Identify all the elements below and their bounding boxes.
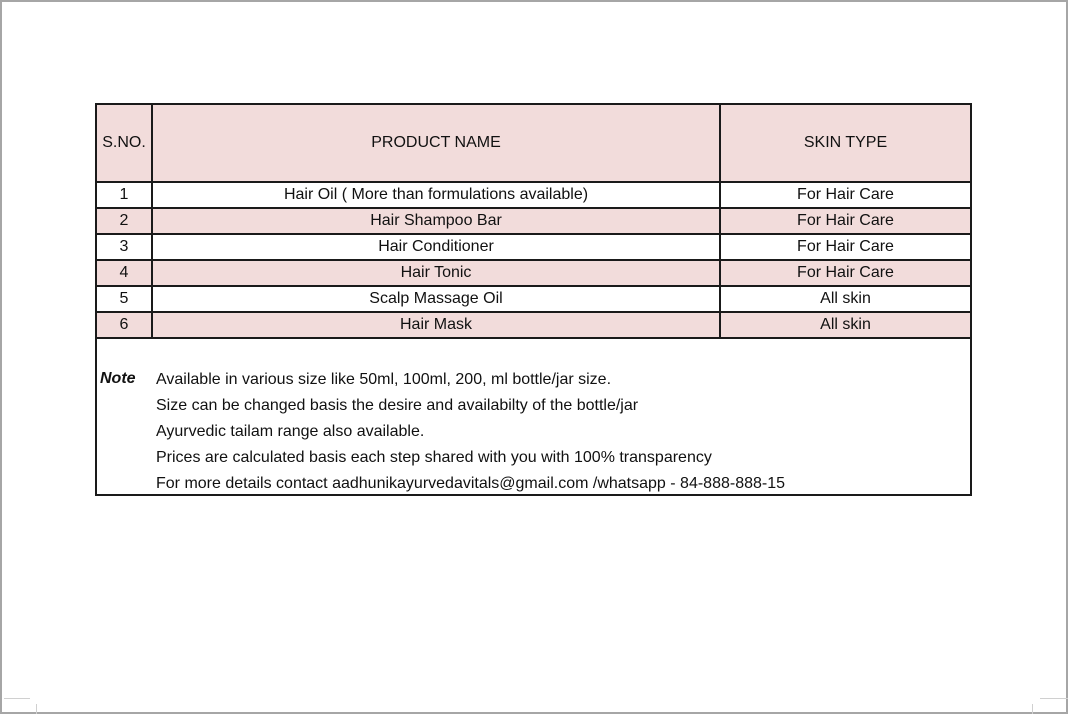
header-skin-type: SKIN TYPE	[803, 134, 888, 151]
crop-mark	[36, 704, 37, 714]
cell-product-name: Hair Mask	[153, 313, 721, 337]
cell-product-name: Hair Oil ( More than formulations available)	[153, 183, 721, 207]
note-line: Size can be changed basis the desire and availabilty of the bottle/jar	[156, 397, 639, 414]
cell-skin-type: For Hair Care	[797, 186, 894, 203]
note-line: For more details contact aadhunikayurvedavitals@gmail.com /whatsapp - 84-888-888-15	[156, 475, 786, 492]
cell-product-name: Hair Shampoo Bar	[153, 209, 721, 233]
cell-sno: 1	[97, 183, 153, 207]
cell-sno: 2	[97, 209, 153, 233]
table-header-row	[97, 105, 970, 183]
cell-sno: 3	[97, 235, 153, 259]
crop-mark	[1032, 704, 1033, 714]
note-section	[97, 341, 970, 496]
cell-product-name: Hair Conditioner	[153, 235, 721, 259]
header-sno: S.NO.	[97, 105, 153, 181]
cell-skin-type: All skin	[820, 290, 871, 307]
header-product-name: PRODUCT NAME	[153, 105, 721, 181]
cell-skin-type: For Hair Care	[797, 264, 894, 281]
note-line: Ayurvedic tailam range also available.	[156, 423, 425, 440]
cell-sno: 5	[97, 287, 153, 311]
product-table	[95, 103, 972, 496]
table-row	[97, 209, 970, 235]
note-line: Available in various size like 50ml, 100ml, 200, ml bottle/jar size.	[156, 371, 612, 388]
cell-sno: 4	[97, 261, 153, 285]
cell-skin-type: For Hair Care	[797, 212, 894, 229]
table-row	[97, 235, 970, 261]
table-row	[97, 261, 970, 287]
table-row	[97, 183, 970, 209]
cell-sno: 6	[97, 313, 153, 337]
cell-skin-type: All skin	[820, 316, 871, 333]
table-row	[97, 287, 970, 313]
note-label: Note	[100, 370, 136, 387]
crop-mark	[1040, 698, 1068, 699]
table-row	[97, 313, 970, 339]
cell-skin-type: For Hair Care	[797, 238, 894, 255]
note-lines	[156, 370, 785, 500]
cell-product-name: Hair Tonic	[153, 261, 721, 285]
crop-mark	[4, 698, 30, 699]
note-line: Prices are calculated basis each step shared with you with 100% transparency	[156, 449, 712, 466]
cell-product-name: Scalp Massage Oil	[153, 287, 721, 311]
